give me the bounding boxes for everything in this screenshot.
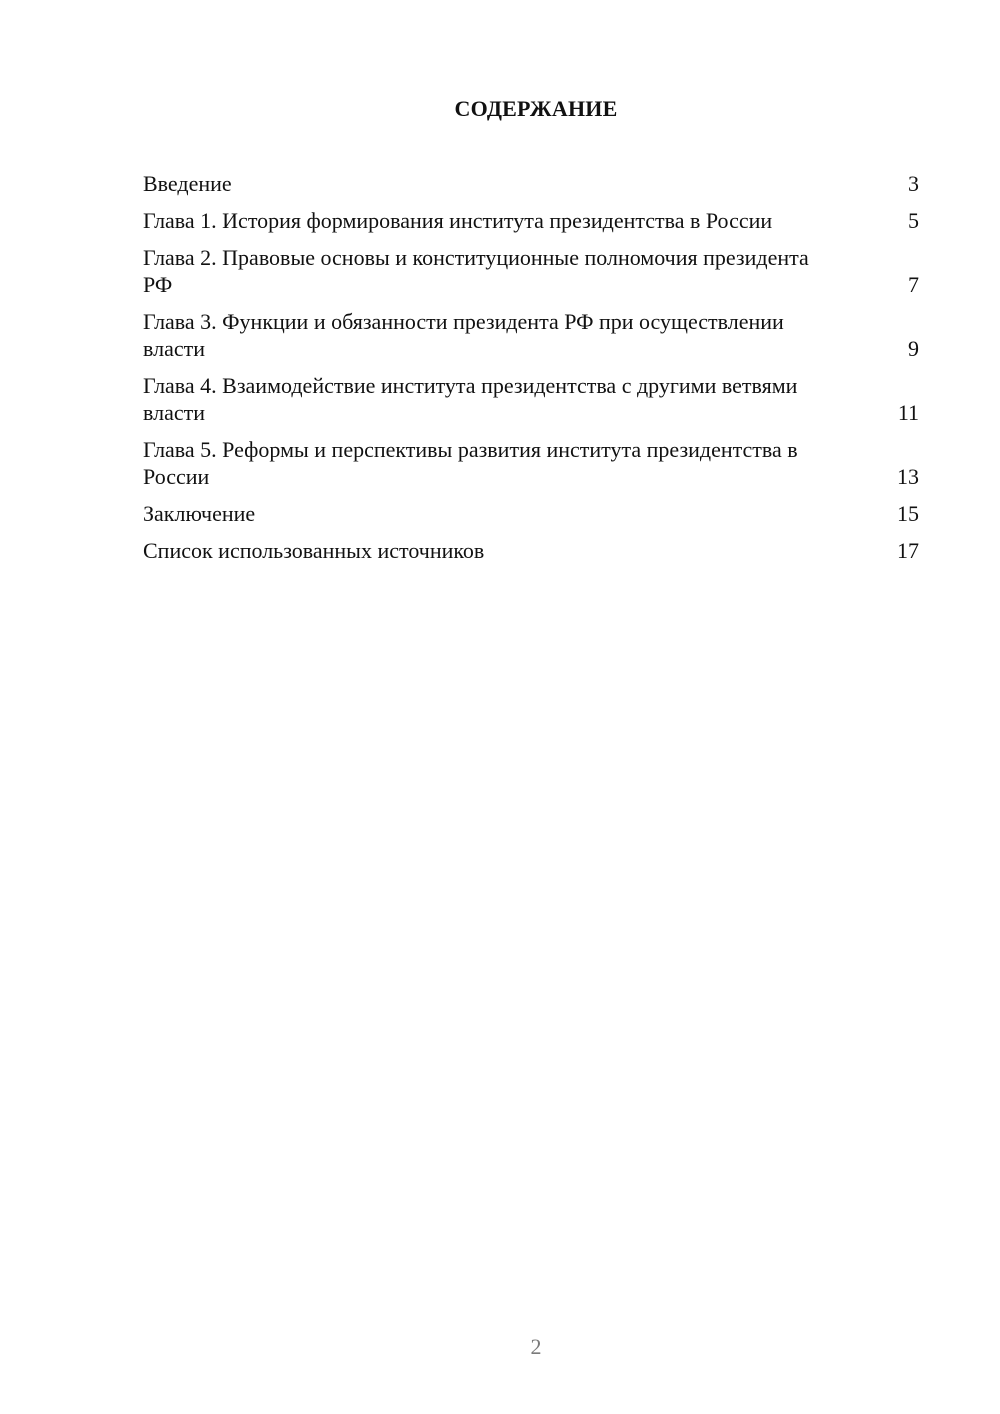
toc-item-label: Глава 5. Реформы и перспективы развития института президентства в России	[143, 437, 798, 489]
toc-item-chapter-4	[143, 372, 919, 426]
toc-item-label: Заключение	[143, 501, 256, 526]
toc-item-chapter-5	[143, 436, 919, 490]
toc-item-label: Глава 3. Функции и обязанности президента РФ при осуществлении власти	[143, 309, 784, 361]
toc-item-label: Глава 2. Правовые основы и конституционные полномочия президента РФ	[143, 245, 809, 297]
toc-item-conclusion	[143, 500, 919, 527]
toc-item-page: 9	[908, 336, 919, 361]
toc-item-page: 17	[897, 538, 919, 563]
toc-item-chapter-2	[143, 244, 919, 298]
toc-item-page: 13	[897, 464, 919, 489]
table-of-contents	[143, 170, 919, 574]
toc-item-introduction	[143, 170, 919, 197]
toc-item-label: Список использованных источников	[143, 538, 485, 563]
toc-item-page: 15	[897, 501, 919, 526]
toc-item-label: Введение	[143, 171, 232, 196]
toc-item-page: 11	[897, 400, 919, 425]
page-number: 2	[530, 1334, 542, 1359]
toc-item-page: 3	[908, 171, 919, 196]
toc-item-chapter-1	[143, 207, 919, 234]
toc-item-references	[143, 537, 919, 564]
toc-item-label: Глава 4. Взаимодействие института президентства с другими ветвями власти	[143, 373, 798, 425]
page-title: СОДЕРЖАНИЕ	[454, 96, 618, 121]
toc-item-page: 5	[908, 208, 919, 233]
toc-item-page: 7	[908, 272, 919, 297]
toc-item-label: Глава 1. История формирования института президентства в России	[143, 208, 773, 233]
toc-item-chapter-3	[143, 308, 919, 362]
